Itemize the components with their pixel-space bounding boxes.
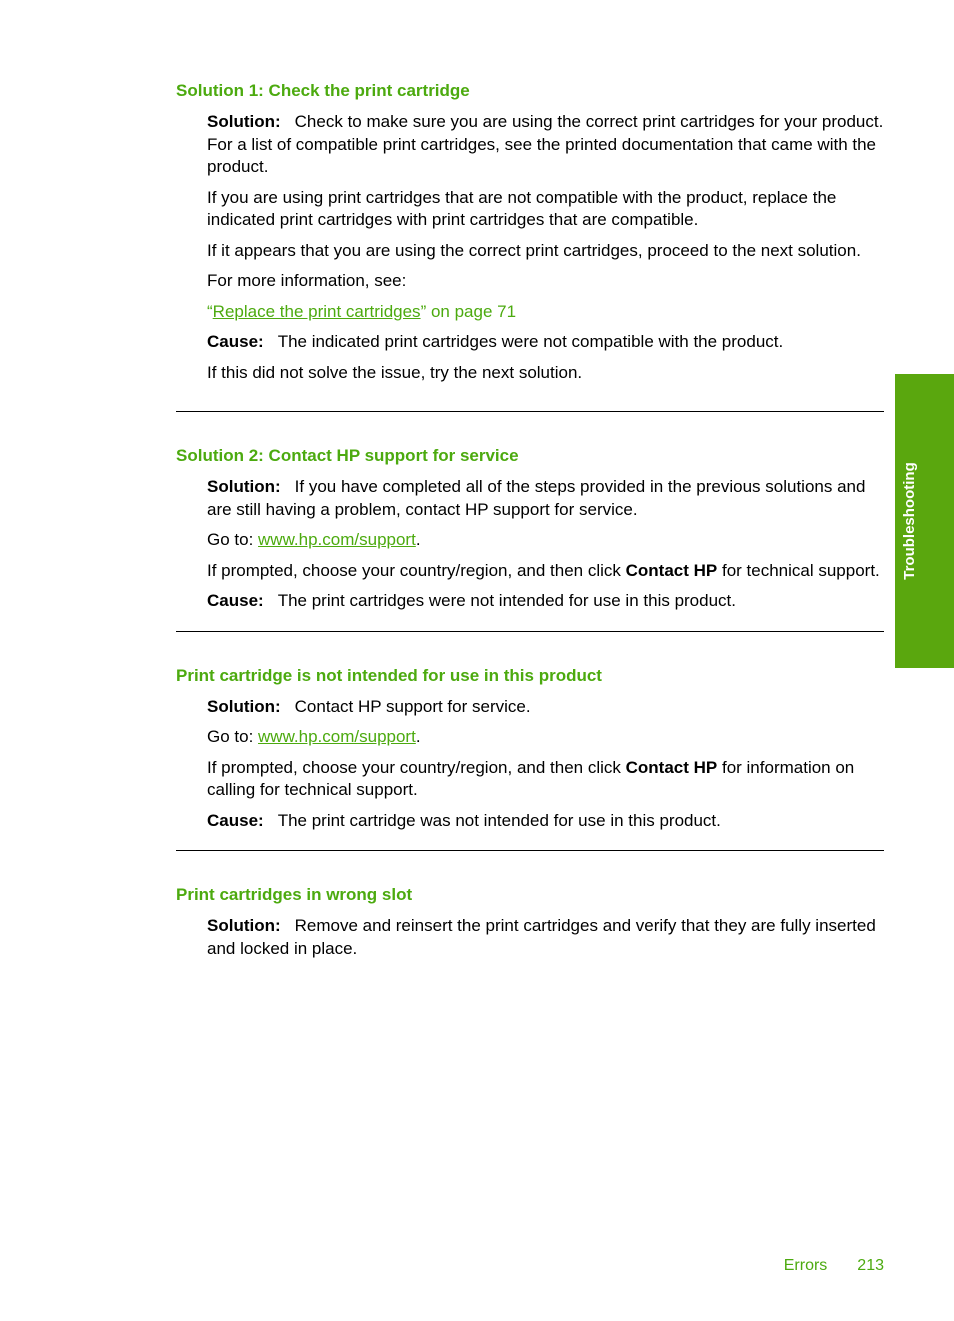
hp-support-link[interactable]: www.hp.com/support bbox=[258, 530, 416, 549]
side-tab bbox=[895, 374, 954, 668]
section-wrong-slot bbox=[176, 884, 884, 960]
paragraph: If this did not solve the issue, try the next solution. bbox=[207, 362, 583, 382]
section-solution-1 bbox=[176, 80, 884, 384]
paragraph: If it appears that you are using the correct print cartridges, proceed to the next solution. bbox=[207, 240, 861, 260]
cause-label: Cause: bbox=[207, 810, 264, 830]
open-quote: “ bbox=[207, 301, 213, 321]
solution-paragraph bbox=[207, 476, 884, 521]
prompt-prefix: If prompted, choose your country/region, and then click bbox=[207, 757, 626, 777]
cause-text: The indicated print cartridges were not compatible with the product. bbox=[277, 332, 784, 351]
replace-cartridges-link[interactable]: Replace the print cartridges bbox=[212, 301, 421, 321]
section-divider bbox=[176, 631, 884, 632]
solution-text: Check to make sure you are using the correct print cartridges for your product. For a list of compatible print cartridges, see the printed documentation that came with the product. bbox=[207, 112, 884, 176]
contact-hp-label: Contact HP bbox=[625, 560, 718, 580]
section-divider bbox=[176, 850, 884, 851]
solution-label: Solution: bbox=[207, 112, 281, 131]
solution-text: If you have completed all of the steps provided in the previous solutions and are still having a problem, contact HP support for service. bbox=[207, 477, 866, 519]
solution-paragraph bbox=[207, 915, 884, 960]
prompt-paragraph bbox=[207, 757, 884, 802]
section-heading: Solution 2: Contact HP support for service bbox=[176, 446, 519, 465]
goto-paragraph bbox=[207, 529, 884, 552]
goto-prefix: Go to: bbox=[207, 530, 259, 549]
prompt-prefix: If prompted, choose your country/region, and then click bbox=[207, 560, 626, 580]
solution-label: Solution: bbox=[207, 477, 281, 496]
prompt-paragraph bbox=[207, 560, 884, 583]
hp-support-link[interactable]: www.hp.com/support bbox=[258, 727, 416, 746]
page-content bbox=[176, 80, 884, 960]
solution-text: Remove and reinsert the print cartridges and verify that they are fully inserted and locked in place. bbox=[207, 916, 876, 958]
contact-hp-label: Contact HP bbox=[625, 757, 718, 777]
section-not-intended bbox=[176, 665, 884, 833]
goto-paragraph bbox=[207, 726, 884, 749]
link-suffix: ” on page 71 bbox=[420, 301, 517, 321]
section-solution-2 bbox=[176, 445, 884, 613]
cause-text: The print cartridge was not intended for use in this product. bbox=[277, 810, 721, 830]
cause-paragraph bbox=[207, 331, 884, 354]
section-heading: Solution 1: Check the print cartridge bbox=[176, 81, 470, 100]
cause-paragraph bbox=[207, 810, 884, 833]
goto-prefix: Go to: bbox=[207, 727, 259, 746]
side-tab-label: Troubleshooting bbox=[901, 462, 918, 580]
goto-suffix: . bbox=[415, 727, 421, 746]
solution-label: Solution: bbox=[207, 916, 281, 935]
solution-text: Contact HP support for service. bbox=[294, 696, 531, 716]
cause-text: The print cartridges were not intended for use in this product. bbox=[277, 591, 736, 610]
paragraph: For more information, see: bbox=[207, 271, 407, 290]
section-divider bbox=[176, 411, 884, 412]
cross-reference bbox=[207, 301, 884, 324]
prompt-suffix: for information on calling for technical support. bbox=[207, 757, 855, 799]
page-number: 213 bbox=[857, 1257, 884, 1274]
prompt-suffix: for technical support. bbox=[717, 560, 880, 580]
solution-paragraph bbox=[207, 111, 884, 179]
page-footer bbox=[784, 1257, 884, 1275]
cause-label: Cause: bbox=[207, 332, 264, 351]
footer-section: Errors bbox=[783, 1257, 828, 1274]
solution-paragraph bbox=[207, 696, 884, 719]
cause-paragraph bbox=[207, 590, 884, 613]
paragraph: If you are using print cartridges that are not compatible with the product, replace the indicated print cartridges with print cartridges that are compatible. bbox=[207, 187, 837, 229]
solution-label: Solution: bbox=[207, 696, 281, 716]
section-heading: Print cartridges in wrong slot bbox=[176, 885, 413, 904]
section-heading: Print cartridge is not intended for use in this product bbox=[176, 665, 602, 685]
goto-suffix: . bbox=[415, 530, 421, 549]
cause-label: Cause: bbox=[207, 591, 264, 610]
